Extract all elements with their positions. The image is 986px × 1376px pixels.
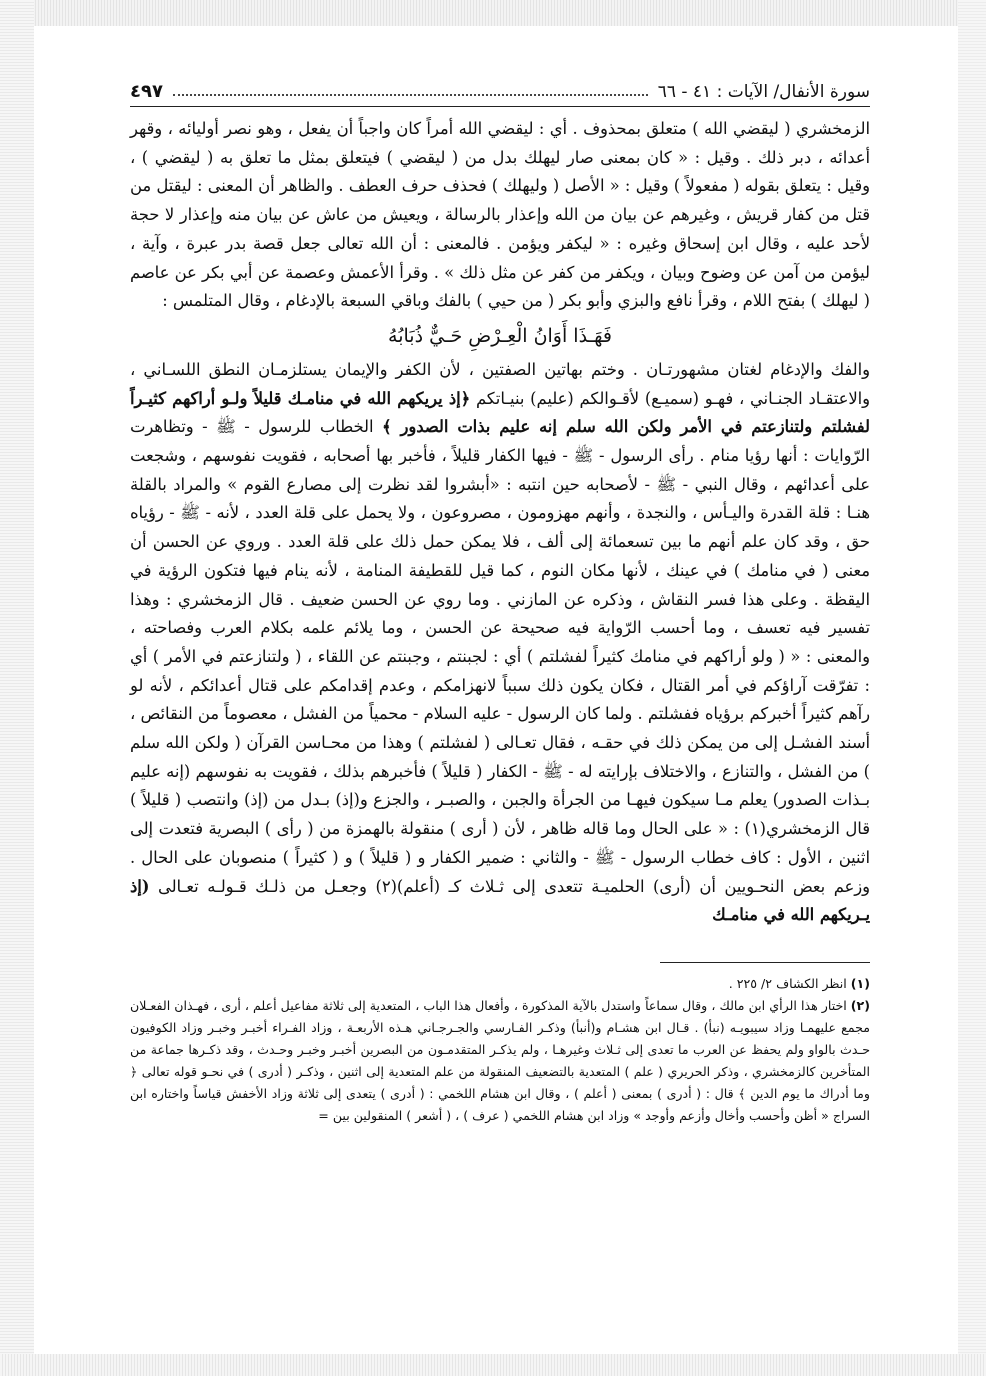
paragraph-2-commentary: الخطاب للرسول - ﷺ - وتظاهرت الرّوايات : أنها رؤيا منام . رأى الرسول - ﷺ - فيها الكفار قليلاً ، فأخبر بها أصحابه ، فقويت نفوسهم ، وشجعت على أعدائهم ، وقال النبي - ﷺ - لأصحابه حين انتبه : «أبشروا لقد نظرت إلى مصارع القوم » والمراد بالقلة هنـا : قلة القدرة واليـأس ، والنجدة ، وأنهم مهزومون ، مصروعون ، ولا يحمل على قلة العدد ، لأنه - ﷺ - رؤياه حق ، وقد كان علم أنهم ما بين تسعمائة إلى ألف ، فلا يمكن حمل ذلك على قلة العدد . وروي عن الحسن أن معنى ( في منامك ) في عينك ، لأنها مكان النوم ، كما قيل للقطيفة المنامة ، لأنه ينام فيها فتكون الرؤية في اليقظة . وعلى هذا فسر النقاش ، وذكره عن المازني . وما روي عن الحسن ضعيف . قال الزمخشري : وهذا تفسير فيه تعسف ، وما أحسب الرّواية فيه صحيحة عن الحسن ، وما يلائم علمه بكلام العرب وفصاحته ، والمعنى : « ( ولو أراكهم في منامك كثيراً لفشلتم ) أي : لجبنتم ، وجبنتم عن اللقاء ، ( ولتنازعتم في الأمر ) أي : تفرّقت آراؤكم في أمر القتال ، فكان يكون ذلك سبباً لانهزامكم ، وعدم إقدامكم على قتال أعدائكم ، لأنه لو رآهم كثيراً أخبركم برؤياه ففشلتم . ولما كان الرسول - عليه السلام - محمياً من الفشل ، معصوماً من النقائص ، أسند الفشـل إلى من يمكن ذلك في حقـه ، فقال تعـالى ( لفشلتم ) وهذا من محـاسن القرآن ( ولكن الله سلم ) من الفشل ، والتنازع ، والاختلاف بإرايته له - ﷺ - الكفار ( قليلاً ) فأخبرهم بذلك ، فقويت به نفوسهم (إنه عليم بـذات الصدور) يعلم مـا سيكون فيهـا من الجرأة والجبن ، والصبـر ، والجزع و(إذ) بـدل من (إذ) وانتصب ( قليلاً ) قال الزمخشري(١) : « على الحال وما قاله ظاهر ، لأن ( أرى ) منقولة بالهمزة من ( رأى ) البصرية فتعدت إلى اثنين ، الأول : كاف خطاب الرسول - ﷺ - والثاني : ضمير الكفار و ( قليلاً ) و ( كثيراً ) منصوبان على الحال . وزعم بعض النحـويين أن (أرى) الحلميـة تتعدى إلى ثـلاث كـ (أعلم)(٢) وجعـل من ذلـك قـولـه تعـالى: [130, 417, 870, 896]
footnote-2: [130, 995, 870, 1127]
paragraph-2: [130, 356, 870, 930]
footnote-1: [130, 973, 870, 995]
footnote-2-text: اختار هذا الرأي ابن مالك ، وقال سماعاً واستدل بالآية المذكورة ، وأفعال هذا الباب ، المتعدية إلى ثلاثة مفاعيل أعلم ، أرى ، فهـذان الفعـلان مجمع عليهمـا وزاد سيبويـه (نبأ) . قـال ابن هشـام و(أنبأ) وذكـر الفـارسي والجـرجـاني هـذه الأربعـة ، وزاد الفـراء أخبـر وخبـر وزاد الكوفيون حـدث بالواو ولم يحفظ عن العرب ما تعدى إلى ثـلاث وغيرهـا ، ولم يذكـر المتقدمـون من البصرين أخبـر وخبـر وحـدث ، وقد ذكـرها جماعة من المتأخرين كالزمخشري ، وذكر الحريري ( علم ) المتعدية بالتضعيف المنقولة من علم المتعدية إلى اثنين ، وذكـر ( أدرى ) في نحـو قوله تعالى ﴿ وما أدراك ما يوم الدين ﴾ قال : ( أدرى ) بمعنى ( أعلم ) ، وقال ابن هشام اللخمي : ( أدرى ) يتعدى إلى ثلاثة وزاد الأخفش قياساً واختاره ابن السراج « أظن وأحسب وأخال وأزعم وأوجد » وزاد ابن هشام اللخمي ( عرف ) ، ( أشعر ) المنقولين بين =: [130, 997, 870, 1123]
quran-verse-bold-end: (إذ يـريكهم الله في منامـك: [130, 876, 870, 925]
footnote-1-number: (١): [850, 975, 870, 991]
running-header: [130, 72, 870, 107]
poetry-verse: فَهَـذَا أَوَانُ الْعِـرْضِ حَـيٌّ ذُبَابُهُ: [388, 324, 612, 347]
book-page: [130, 72, 870, 1362]
header-dot-leader: [173, 94, 648, 96]
page-number: ٤٩٧: [130, 81, 163, 102]
scan-border-right: [958, 0, 986, 1376]
quran-verse-bold: ﴿إذ يريكهم الله في منامـك قليلاً ولـو أراكهم كثيـراً لفشلتم ولتنازعتم في الأمر ولكن الله سلم إنه عليم بذات الصدور ﴾: [130, 388, 870, 437]
page-body: [130, 115, 870, 930]
paragraph-2-intro: والفك والإدغام لغتان مشهورتـان . وختم بهاتين الصفتين ، لأن الكفر والإيمان يستلزمـان النطق اللسـاني ، والاعتقـاد الجنـاني ، فهـو (سميـع) لأقـوالكم (عليم) بنيـاتكم: [130, 359, 870, 408]
footnotes: [130, 973, 870, 1127]
header-title: سورة الأنفال/ الآيات : ٤١ - ٦٦: [657, 82, 870, 102]
footnote-separator: [660, 962, 870, 963]
footnote-1-text: انظر الكشاف ٢/ ٢٢٥ .: [728, 975, 847, 991]
paragraph-1: الزمخشري ( ليقضي الله ) متعلق بمحذوف . أي : ليقضي الله أمراً كان واجباً أن يفعل ، وهو نصر أوليائه ، وقهر أعدائه ، دبر ذلك . وقيل : « كان بمعنى صار ليهلك بدل من ( ليقضي ) فيتعلق بمثل ما تعلق به ( ليقضي ) ، وقيل : يتعلق بقوله ( مفعولاً ) وقيل : « الأصل ( وليهلك ) فحذف حرف العطف . والظاهر أن المعنى : ليقتل من قتل من كفار قريش ، وغيرهم عن بيان من الله وإعذار بالرسالة ، ويعيش من عاش عن بيان منه وإعذار لا حجة لأحد عليه ، وقال ابن إسحاق وغيره : « ليكفر ويؤمن . فالمعنى : أن الله تعالى جعل قصة بدر عبرة ، وآية ، ليؤمن من آمن عن وضوح وبيان ، ويكفر من كفر عن مثل ذلك » . وقرأ الأعمش وعصمة عن أبي بكر عن عاصم ( ليهلك ) بفتح اللام ، وقرأ نافع والبزي وأبو بكر ( من حيي ) بالفك وباقي السبعة بالإدغام ، وقال المتلمس :: [130, 119, 870, 311]
scan-border-top: [0, 0, 986, 26]
scan-border-left: [0, 0, 34, 1376]
footnote-2-number: (٢): [850, 997, 870, 1013]
